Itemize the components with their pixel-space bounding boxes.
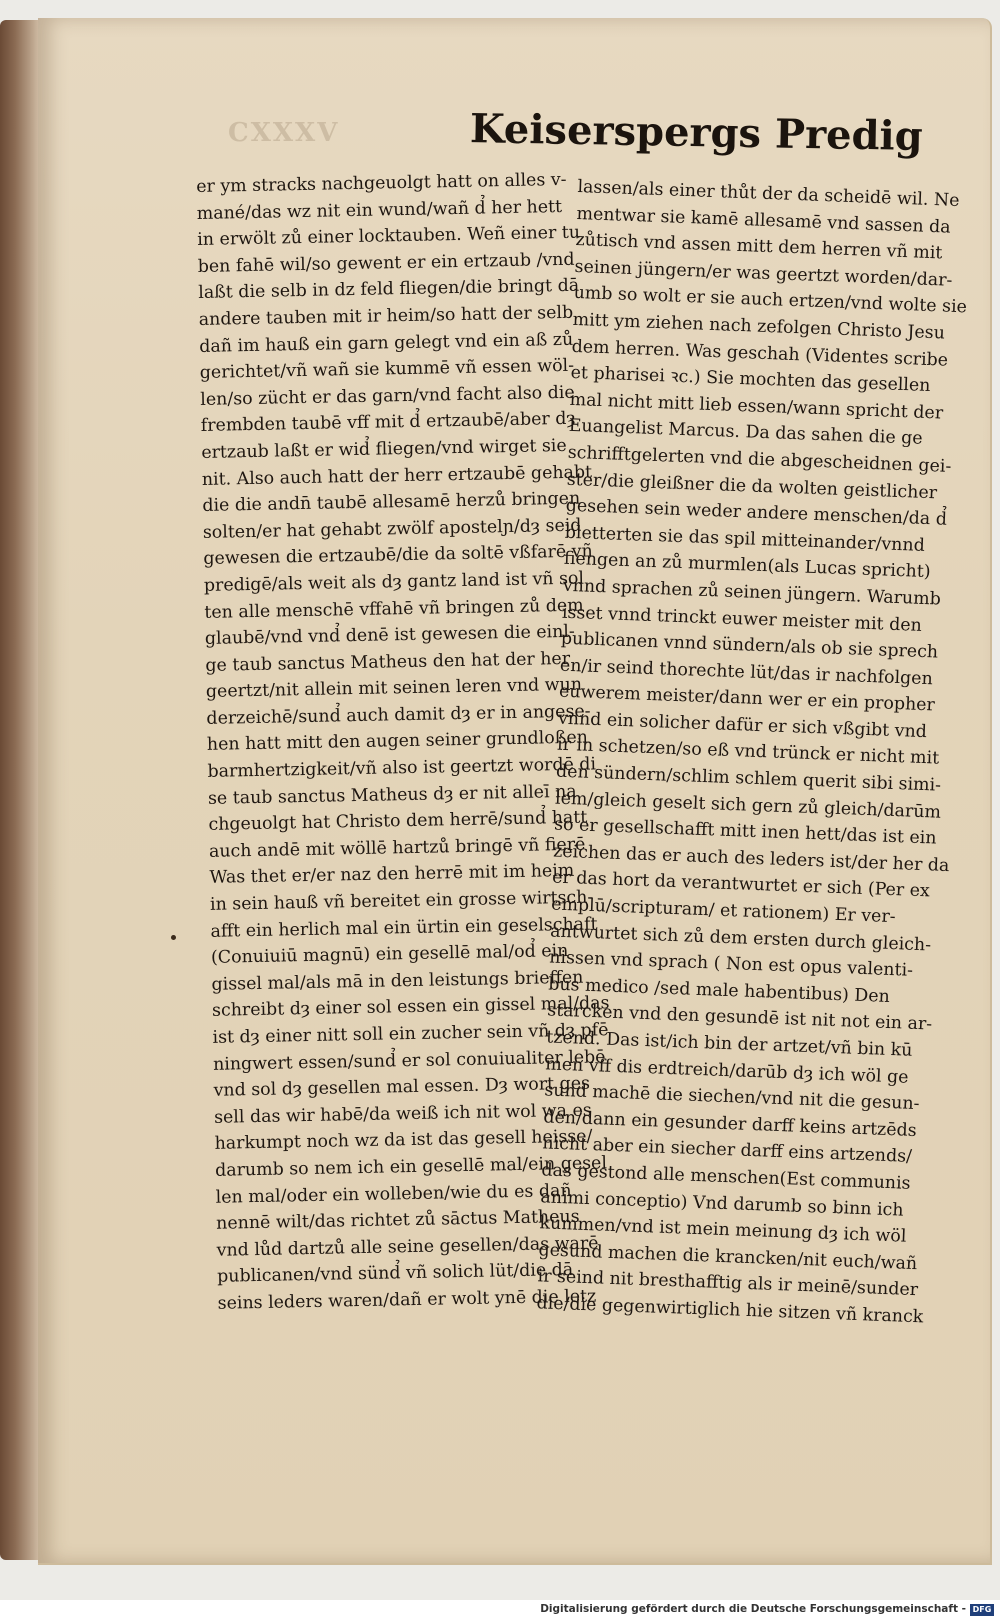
- text-line: len mal/oder ein wolleben/wie du es dañ: [215, 1180, 572, 1208]
- text-line: gesund machen die krancken/nit euch/wañ: [538, 1240, 918, 1274]
- text-line: den sündern/schlim schlem querit sibi simi‑: [555, 761, 942, 796]
- text-line: bletterten sie das spil mitteinander/vnnd: [564, 522, 926, 556]
- text-line: fiengen an zů murmlen(als Lucas spricht): [563, 549, 931, 583]
- text-line: (Conuiuiū magnū) ein gesellē mal/od̉ ein: [210, 941, 569, 969]
- text-line: nennē wilt/das richtet zů sāctus Matheus: [215, 1206, 580, 1234]
- running-head: Keiserspergs Predig: [469, 105, 924, 161]
- text-line: se taub sanctus Matheus dȝ er nit alleī na: [207, 781, 577, 809]
- text-line: vnnd sprachen zů seinen jüngern. Warumb: [562, 575, 942, 610]
- text-line: in erwölt zů einer locktauben. Weñ einer tu: [197, 222, 581, 251]
- text-line: den/dann ein gesunder darff keins artzēds: [543, 1107, 917, 1141]
- text-line: mentwar sie kamē allesamē vnd sassen da: [576, 203, 951, 238]
- text-line: men vff dis erdtreich/darūb dȝ ich wöl ge: [544, 1054, 909, 1088]
- text-line: zeichen das er auch des leders ist/der her da: [552, 841, 950, 876]
- text-line: nit. Also auch hatt der herr ertzaubē gehabt: [201, 461, 593, 490]
- text-line: frembden taubē vff mit d̉ ertzaubē/aber dȝ: [200, 409, 576, 437]
- right-text-column: [536, 174, 968, 1330]
- text-line: antwurtet sich zů dem ersten durch gleich‑: [549, 921, 932, 956]
- text-line: emplū/scripturam/ et rationem) Er ver‑: [550, 894, 896, 928]
- text-line: mané/das wz nit ein wund/wañ d̉ her hett: [196, 196, 563, 224]
- text-line: predigē/als weit als dȝ gantz land ist vñ sol: [203, 568, 585, 596]
- text-line: nissen vnd sprach ( Non est opus valenti‑: [548, 947, 914, 982]
- text-line: harkumpt noch wz da ist das gesell heisse/: [214, 1126, 593, 1155]
- text-line: derzeichē/sund̉ auch damit dȝ er in angese‑: [206, 701, 591, 729]
- text-line: Euangelist Marcus. Da das sahen die ge: [568, 416, 923, 450]
- text-line: gerichtet/vñ wañ sie kummē vñ essen wöl‑: [199, 355, 575, 384]
- text-line: publicanen vnnd sündern/als ob sie sprech: [560, 628, 939, 663]
- text-line: isset vnnd trinckt euwer meister mit den: [561, 602, 923, 636]
- text-line: in sein hauß vñ bereitet ein grosse wirtsch‑: [209, 887, 594, 915]
- text-line: tzend. Das ist/ich bin der artzet/vñ bin kū: [545, 1027, 913, 1061]
- text-line: so er gesellschafft mitt inen hett/das ist ein: [553, 814, 937, 849]
- text-line: seins leders waren/dañ er wolt ynē die letz: [217, 1286, 597, 1314]
- text-line: dem herren. Was geschah (Videntes scribe: [571, 336, 949, 371]
- text-line: ir in schetzen/so eß vnd trünck er nicht mit: [556, 735, 940, 770]
- text-line: sell das wir habē/da weiß ich nit wol wa es: [213, 1100, 592, 1128]
- text-line: len/so zücht er das garn/vnd facht also die: [200, 382, 575, 410]
- text-line: schrifftgelerten vnd die abgescheidnen gei‑: [567, 442, 952, 477]
- text-line: lassen/als einer thůt der da scheidē wil. Ne: [577, 176, 960, 211]
- text-line: afft ein herlich mal ein ürtin ein geselschaft: [210, 914, 598, 942]
- text-line: ningwert essen/sund̉ er sol conuiualiter lebē: [212, 1046, 606, 1075]
- text-line: solten/er hat gehabt zwölf apostelɲ/dȝ seid: [202, 515, 582, 543]
- text-line: seinen jüngern/er was geertzt worden/dar‑: [574, 256, 953, 291]
- text-line: sund machē die siechen/vnd nit die gesun‑: [544, 1080, 920, 1115]
- text-line: mal nicht mitt lieb essen/wann spricht der: [569, 389, 944, 424]
- text-line: hen hatt mitt den augen seiner grundloßen: [206, 728, 589, 756]
- footer-credit: Digitalisierung gefördert durch die Deutsche Forschungsgemeinschaft -: [540, 1603, 966, 1615]
- text-line: ertzaub laßt er wid̉ fliegen/vnd wirget sie: [201, 435, 567, 463]
- text-line: publicanen/vnd sünd̉ vñ solich lüt/die dā: [216, 1260, 574, 1288]
- text-line: das gestond alle menschen(Est communis: [541, 1160, 911, 1194]
- text-line: auch andē mit wöllē hartzů bringē vñ fierē: [208, 834, 586, 862]
- text-line: geertzt/nit allein mit seinen leren vnd wun: [205, 674, 583, 703]
- text-line: glaubē/vnd vnd̉ denē ist gewesen die einl‑: [204, 621, 575, 650]
- text-line: chgeuolgt hat Christo dem herrē/sund̉ hatt: [208, 807, 588, 836]
- text-line: starcken vnd den gesundē ist nit not ein ar‑: [546, 1000, 933, 1035]
- text-line: Was thet er/er naz den herrē mit im heim: [209, 861, 575, 889]
- left-text-column: [196, 167, 610, 1317]
- text-line: vnd sol dȝ gesellen mal essen. Dȝ wort ges: [213, 1073, 591, 1102]
- text-line: euwerem meister/dann wer er ein propher: [558, 681, 936, 716]
- text-line: dañ im hauß ein garn gelegt vnd ein aß zů: [199, 329, 574, 357]
- text-line: er ym stracks nachgeuolgt hatt on alles v‑: [196, 169, 567, 197]
- text-line: ge taub sanctus Matheus den hat der her: [205, 648, 571, 676]
- text-line: animi conceptio) Vnd darumb so binn ich: [540, 1186, 904, 1221]
- text-line: barmhertzigkeit/vñ also ist geertzt wordē di: [207, 754, 597, 782]
- dfg-logo: DFG: [970, 1604, 994, 1616]
- text-line: gissel mal/als mā in den leistungs brieffen: [211, 967, 584, 995]
- ghost-folio: CXXXV: [228, 118, 340, 148]
- text-line: vnnd ein solicher dafür er sich vßgibt vnd: [557, 708, 928, 743]
- text-line: gesehen sein weder andere menschen/da d̉: [565, 495, 948, 530]
- text-line: umb so wolt er sie auch ertzen/vnd wolte sie: [573, 283, 968, 318]
- text-line: gewesen die ertzaubē/die da soltē vßfarē vñ: [203, 541, 593, 570]
- text-line: zůtisch vnd assen mitt dem herren vñ mit: [575, 230, 943, 264]
- text-line: ben fahē wil/so gewent er ein ertzaub /vnd: [197, 249, 575, 277]
- text-line: ten alle menschē vffahē vñ bringen zů dem: [204, 595, 584, 623]
- text-line: mitt ym ziehen nach zefolgen Christo Jesu: [572, 309, 946, 344]
- text-line: kummen/vnd ist mein meinung dȝ ich wöl: [539, 1213, 907, 1247]
- text-line: ir seind nit bresthafftig als ir meinē/sunder: [537, 1266, 919, 1301]
- text-line: et pharisei ꝛc.) Sie mochten das gesellen: [570, 363, 931, 397]
- text-line: darumb so nem ich ein gesellē mal/ein gesel: [214, 1153, 608, 1181]
- text-line: laßt die selb in dz feld fliegen/die bringt dā: [198, 276, 580, 304]
- text-line: lem/gleich geselt sich gern zů gleich/darūm: [554, 788, 942, 823]
- text-line: vnd lůd dartzů alle seine gesellen/das warē: [216, 1233, 599, 1261]
- text-line: en/ir seind thorechte lüt/das ir nachfolgen: [559, 655, 934, 690]
- text-line: nicht aber ein siecher darff eins artzends/: [542, 1133, 913, 1168]
- text-line: er das hort da verantwurtet er sich (Per ex: [551, 867, 931, 902]
- book-edge: [0, 20, 42, 1560]
- text-line: andere tauben mit ir heim/so hatt der selb: [198, 302, 574, 330]
- ink-speck: [171, 935, 176, 940]
- text-line: ster/die gleißner die da wolten geistlicher: [566, 469, 938, 503]
- text-line: ist dȝ einer nitt soll ein zucher sein vñ dȝ pfē: [212, 1020, 609, 1048]
- text-line: die/die gegenwirtiglich hie sitzen vñ kranck: [536, 1293, 924, 1328]
- text-line: schreibt dȝ einer sol essen ein gissel mal/das: [211, 993, 610, 1022]
- text-line: die die andn̄ taubē allesamē herzů bringen: [202, 488, 581, 517]
- text-line: bus medico /sed male habentibus) Den: [547, 974, 891, 1007]
